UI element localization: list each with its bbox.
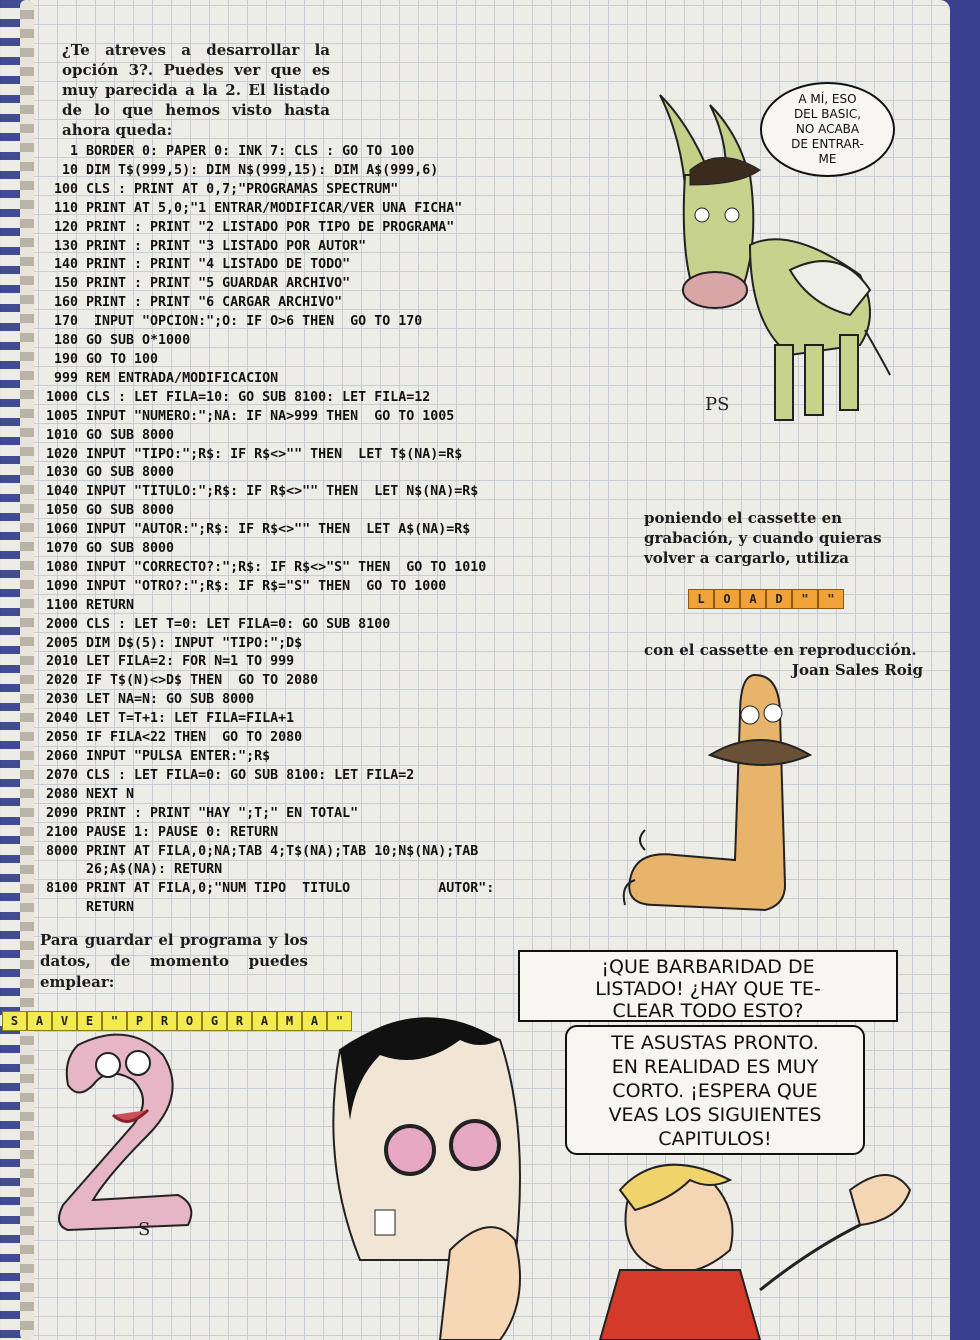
finger-character-illustration (615, 665, 855, 930)
keyboard-key: S (2, 1011, 27, 1031)
code-statement: RETURN (86, 597, 135, 613)
code-line (30, 162, 630, 181)
code-statement: PRINT : PRINT "4 LISTADO DE TODO" (86, 257, 351, 273)
author-signature: Joan Sales Roig (791, 661, 923, 679)
code-statement: IF FILA<22 THEN GO TO 2080 (86, 730, 303, 746)
keyboard-key: " (818, 589, 844, 609)
code-line (30, 597, 630, 616)
keyboard-key: R (152, 1011, 177, 1031)
keyboard-key: " (792, 589, 818, 609)
code-line (30, 767, 630, 786)
code-statement: GO SUB 8000 (86, 503, 175, 519)
line-number: 2040 (45, 711, 78, 727)
code-line (30, 483, 630, 502)
line-number: 8000 (45, 843, 78, 859)
child-speech-bubble: ¡QUE BARBARIDAD DE LISTADO! ¿HAY QUE TE- CLEAR TODO ESTO? (518, 950, 898, 1022)
code-statement: INPUT "TITULO:";R$: IF R$<>"" THEN LET N$(NA)=R$ (86, 484, 479, 500)
line-number: 1080 (45, 559, 78, 575)
keyboard-key: E (77, 1011, 102, 1031)
code-line (30, 616, 630, 635)
code-line (30, 824, 630, 843)
code-statement: LET FILA=2: FOR N=1 TO 999 (86, 654, 295, 670)
code-statement: GO SUB 8000 (86, 465, 175, 481)
code-line (30, 729, 630, 748)
code-statement: LET T=T+1: LET FILA=FILA+1 (86, 711, 295, 727)
line-number: 999 (53, 370, 78, 386)
keyboard-key: A (302, 1011, 327, 1031)
line-number: 130 (53, 238, 78, 254)
code-line (30, 521, 630, 540)
line-number: 2060 (45, 749, 78, 764)
code-line (30, 786, 630, 805)
code-line (30, 843, 630, 862)
code-statement: PRINT AT FILA,0;NA;TAB 4;T$(NA);TAB 10;N$(NA);TAB (86, 843, 479, 859)
keyboard-key: A (252, 1011, 277, 1031)
number-two-character-illustration (38, 1025, 198, 1240)
code-line (30, 275, 630, 294)
code-statement: PRINT : PRINT "3 LISTADO POR AUTOR" (86, 238, 367, 254)
code-line (30, 181, 630, 200)
code-statement: PRINT : PRINT "5 GUARDAR ARCHIVO" (86, 276, 351, 292)
keyboard-key: " (102, 1011, 127, 1031)
line-number: 8100 (45, 881, 78, 897)
code-line (30, 464, 630, 483)
code-statement: CLS : LET FILA=10: GO SUB 8100: LET FILA=12 (86, 389, 431, 405)
code-line (30, 389, 630, 408)
code-statement: CLS : PRINT AT 0,7;"PROGRAMAS SPECTRUM" (86, 181, 399, 197)
line-number: 170 (53, 314, 78, 330)
keyboard-key: O (177, 1011, 202, 1031)
keyboard-key: M (277, 1011, 302, 1031)
code-line (30, 559, 630, 578)
keyboard-key: D (766, 589, 792, 609)
line-number: 1060 (45, 522, 78, 538)
line-number: 1050 (45, 503, 78, 519)
code-line (30, 540, 630, 559)
keyboard-key: A (740, 589, 766, 609)
load-command-keys (688, 589, 844, 609)
code-line (30, 313, 630, 332)
line-number: 1070 (45, 541, 78, 557)
code-line (30, 691, 630, 710)
code-statement: GO SUB 8000 (86, 541, 175, 557)
intro-paragraph: ¿Te atreves a desarrollar la opción 3?. Puedes ver que es muy parecida a la 2. El listado de lo que hemos visto hasta ahora queda: (62, 41, 330, 139)
code-line (30, 635, 630, 654)
line-number: 10 (61, 162, 78, 178)
code-line (30, 351, 630, 370)
code-line (30, 143, 630, 162)
code-line (30, 805, 630, 824)
code-line (30, 502, 630, 521)
basic-listing (30, 143, 630, 918)
code-statement: NEXT N (86, 786, 135, 802)
line-number: 2070 (45, 767, 78, 783)
code-line (30, 748, 630, 767)
child-character-illustration (560, 1150, 930, 1340)
code-line (30, 710, 630, 729)
code-statement: DIM T$(999,5): DIM N$(999,15): DIM A$(999,6) (86, 162, 439, 178)
keyboard-key: A (27, 1011, 52, 1031)
code-statement: CLS : LET T=0: LET FILA=0: GO SUB 8100 (86, 616, 391, 632)
line-number: 2000 (45, 616, 78, 632)
line-number: 2020 (45, 673, 78, 689)
line-number: 2050 (45, 730, 78, 746)
line-number: 180 (53, 333, 78, 349)
code-line (30, 578, 630, 597)
code-line (30, 672, 630, 691)
code-statement: RETURN (86, 900, 135, 916)
code-statement: INPUT "PULSA ENTER:";R$ (86, 749, 271, 764)
code-statement: REM ENTRADA/MODIFICACION (86, 370, 279, 386)
code-statement: INPUT "OTRO?:";R$: IF R$="S" THEN GO TO 1000 (86, 578, 447, 594)
left-paragraph-save: Para guardar el programa y los datos, de momento puedes emplear: (40, 931, 308, 991)
line-number: 1000 (45, 389, 78, 405)
code-line (30, 238, 630, 257)
code-statement: INPUT "OPCION:";O: IF O>6 THEN GO TO 170 (86, 314, 423, 330)
code-line (30, 294, 630, 313)
line-number: 100 (53, 181, 78, 197)
code-line (30, 256, 630, 275)
keyboard-key: G (202, 1011, 227, 1031)
code-statement: INPUT "AUTOR:";R$: IF R$<>"" THEN LET A$(NA)=R$ (86, 522, 471, 538)
code-line (30, 653, 630, 672)
code-line (30, 899, 630, 918)
code-line (30, 446, 630, 465)
line-number: 120 (53, 219, 78, 235)
line-number: 150 (53, 276, 78, 292)
code-line (30, 861, 630, 880)
line-number: 2030 (45, 692, 78, 708)
code-line (30, 200, 630, 219)
keyboard-key: P (127, 1011, 152, 1031)
line-number: 2090 (45, 805, 78, 821)
svg-text:PS: PS (705, 394, 730, 415)
code-statement: INPUT "TIPO:";R$: IF R$<>"" THEN LET T$(NA)=R$ (86, 446, 463, 462)
keyboard-key: R (227, 1011, 252, 1031)
line-number: 2005 (45, 635, 78, 651)
line-number: 1005 (45, 408, 78, 424)
right-paragraph-1: poniendo el cassette en grabación, y cuando quieras volver a cargarlo, utiliza (644, 509, 882, 567)
code-statement: INPUT "CORRECTO?:";R$: IF R$<>"S" THEN GO TO 1010 (86, 559, 487, 575)
man-with-glasses-illustration (300, 1010, 560, 1340)
line-number: 1100 (45, 597, 78, 613)
code-statement: LET NA=N: GO SUB 8000 (86, 692, 255, 708)
code-statement: 26;A$(NA): RETURN (86, 862, 223, 878)
code-line (30, 370, 630, 389)
line-number: 1010 (45, 427, 78, 443)
line-number: 2100 (45, 824, 78, 840)
keyboard-key: " (327, 1011, 352, 1031)
code-statement: DIM D$(5): INPUT "TIPO:";D$ (86, 635, 303, 651)
line-number: 1020 (45, 446, 78, 462)
code-statement: PAUSE 1: PAUSE 0: RETURN (86, 824, 279, 840)
line-number: 160 (53, 295, 78, 311)
code-statement: PRINT : PRINT "6 CARGAR ARCHIVO" (86, 295, 343, 311)
line-number: 190 (53, 351, 78, 367)
keyboard-key: L (688, 589, 714, 609)
line-number: 2010 (45, 654, 78, 670)
code-line (30, 427, 630, 446)
code-statement: CLS : LET FILA=0: GO SUB 8100: LET FILA=2 (86, 767, 415, 783)
code-statement: PRINT AT 5,0;"1 ENTRAR/MODIFICAR/VER UNA FICHA" (86, 200, 463, 216)
line-number: 1090 (45, 578, 78, 594)
code-statement: INPUT "NUMERO:";NA: IF NA>999 THEN GO TO 1005 (86, 408, 455, 424)
code-statement: GO SUB 8000 (86, 427, 175, 443)
line-number: 1 (69, 144, 78, 159)
line-number: 110 (53, 200, 78, 216)
code-statement: GO TO 100 (86, 351, 159, 367)
donkey-speech-bubble: A MÍ, ESO DEL BASIC, NO ACABA DE ENTRAR- ME (760, 82, 895, 177)
code-statement: GO SUB O*1000 (86, 333, 191, 349)
code-line (30, 880, 630, 899)
keyboard-key: V (52, 1011, 77, 1031)
svg-text:S: S (138, 1219, 151, 1240)
line-number: 140 (53, 257, 78, 273)
playback-text: con el cassette en reproducción. (644, 641, 917, 659)
code-statement: BORDER 0: PAPER 0: INK 7: CLS : GO TO 100 (86, 144, 415, 159)
line-number: 2080 (45, 786, 78, 802)
man-speech-bubble: TE ASUSTAS PRONTO. EN REALIDAD ES MUY CORTO. ¡ESPERA QUE VEAS LOS SIGUIENTES CAPITULOS! (565, 1025, 865, 1155)
code-statement: PRINT : PRINT "HAY ";T;" EN TOTAL" (86, 805, 359, 821)
line-number: 1040 (45, 484, 78, 500)
code-statement: IF T$(N)<>D$ THEN GO TO 2080 (86, 673, 319, 689)
code-line (30, 408, 630, 427)
code-statement: PRINT : PRINT "2 LISTADO POR TIPO DE PROGRAMA" (86, 219, 455, 235)
code-statement: PRINT AT FILA,0;"NUM TIPO TITULO AUTOR": (86, 881, 495, 897)
code-line (30, 219, 630, 238)
code-line (30, 332, 630, 351)
line-number: 1030 (45, 465, 78, 481)
keyboard-key: O (714, 589, 740, 609)
